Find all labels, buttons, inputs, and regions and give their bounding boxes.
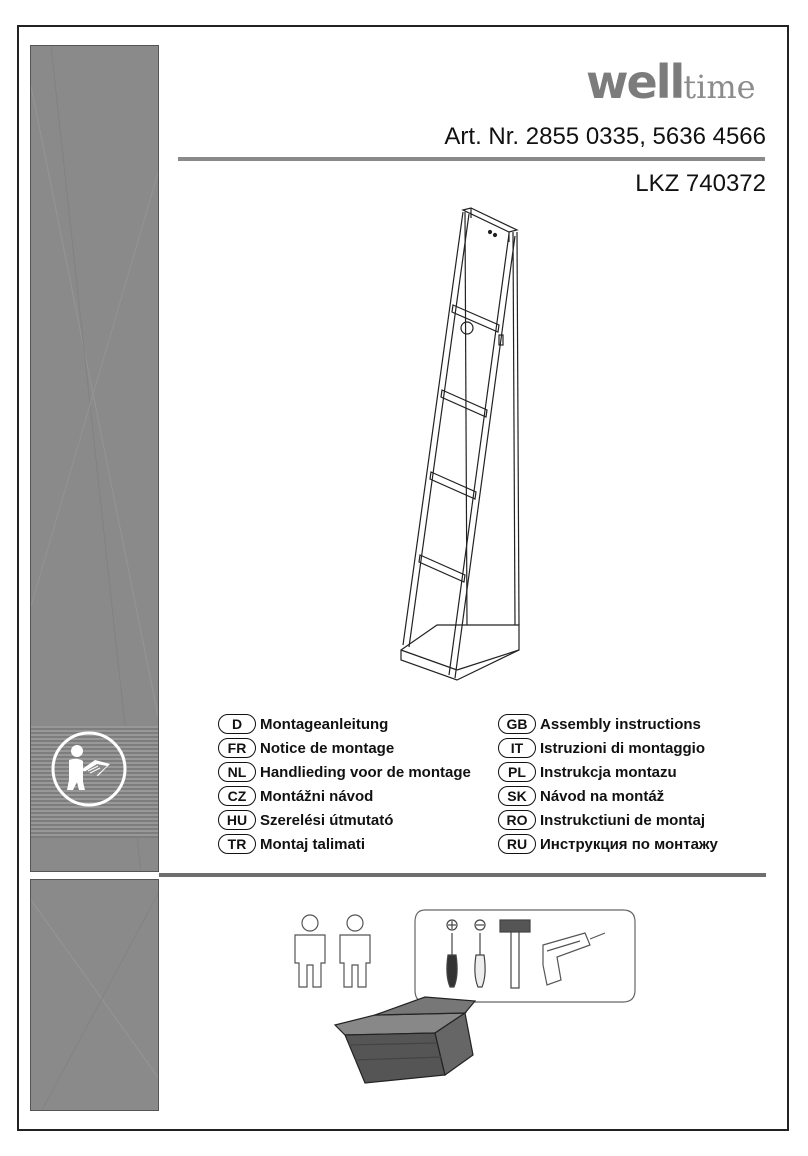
language-item[interactable]	[218, 784, 471, 808]
ladder-shelf-illustration	[395, 200, 525, 685]
language-item[interactable]	[498, 784, 718, 808]
language-list-left	[218, 712, 471, 856]
toolbox-icon	[335, 997, 475, 1083]
language-item[interactable]	[218, 712, 471, 736]
brand-logo	[586, 55, 756, 109]
section-rule	[159, 873, 766, 877]
language-item[interactable]	[498, 736, 718, 760]
language-code-badge: TR	[218, 834, 256, 854]
language-code-badge: SK	[498, 786, 536, 806]
language-label: Assembly instructions	[540, 715, 701, 733]
language-code-badge: RO	[498, 810, 536, 830]
language-item[interactable]	[218, 832, 471, 856]
language-label: Instrukctiuni de montaj	[540, 811, 706, 829]
language-code-badge: GB	[498, 714, 536, 734]
language-label: Montageanleitung	[260, 715, 389, 733]
language-item[interactable]	[218, 808, 471, 832]
header-rule	[178, 157, 765, 161]
sidebar-panel-bottom	[30, 879, 159, 1111]
brand-logo-bold: well	[586, 55, 684, 109]
language-label: Montaj talimati	[260, 835, 366, 853]
language-code-badge: CZ	[218, 786, 256, 806]
language-code-badge: HU	[218, 810, 256, 830]
language-label: Návod na montáž	[540, 787, 665, 805]
language-code-badge: NL	[218, 762, 256, 782]
language-label: Handlieding voor de montage	[260, 763, 471, 781]
lkz-number: LKZ 740372	[635, 170, 766, 197]
language-item[interactable]	[498, 712, 718, 736]
language-label: Istruzioni di montaggio	[540, 739, 705, 757]
article-number: Art. Nr. 2855 0335, 5636 4566	[444, 123, 766, 150]
language-label: Szerelési útmutató	[260, 811, 394, 829]
language-code-badge: FR	[218, 738, 256, 758]
language-code-badge: IT	[498, 738, 536, 758]
tools-illustration	[285, 905, 640, 1090]
language-label: Instrukcja montazu	[540, 763, 677, 781]
language-item[interactable]	[498, 832, 718, 856]
language-item[interactable]	[498, 760, 718, 784]
language-item[interactable]	[218, 760, 471, 784]
language-label: Инструкция по монтажу	[540, 835, 718, 853]
language-item[interactable]	[498, 808, 718, 832]
language-label: Montážni návod	[260, 787, 374, 805]
language-label: Notice de montage	[260, 739, 395, 757]
language-code-badge: PL	[498, 762, 536, 782]
language-code-badge: D	[218, 714, 256, 734]
sidebar-texture-bottom	[31, 880, 159, 1111]
language-code-badge: RU	[498, 834, 536, 854]
two-persons-icon	[295, 915, 370, 987]
language-list-right	[498, 712, 718, 856]
brand-logo-light: time	[683, 68, 756, 106]
language-item[interactable]	[218, 736, 471, 760]
read-manual-icon	[50, 730, 128, 808]
